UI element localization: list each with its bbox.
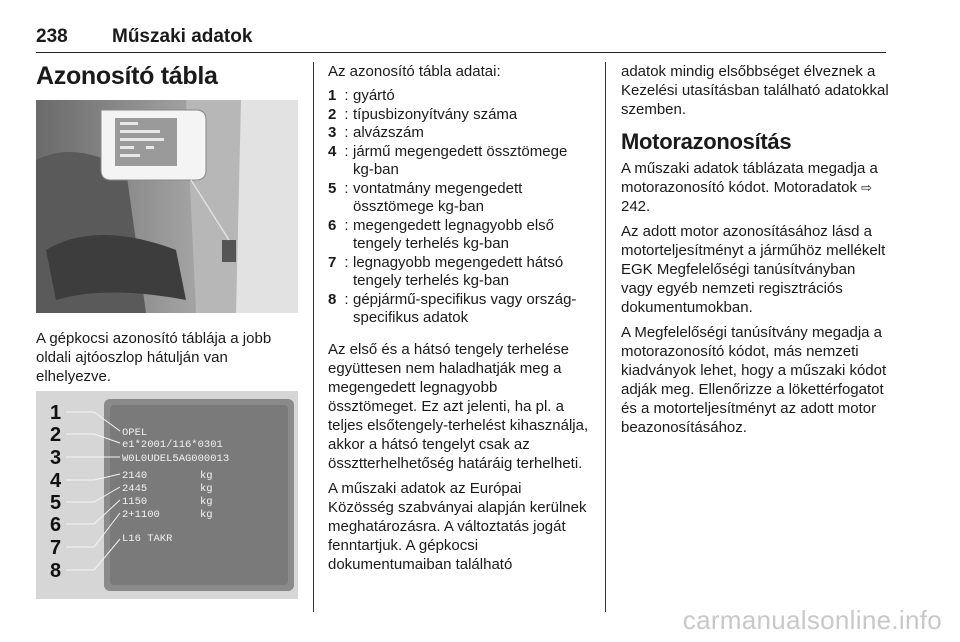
plate-data-item bbox=[328, 217, 590, 254]
callout-number: 7 bbox=[50, 537, 62, 559]
item-colon: : bbox=[344, 290, 349, 308]
callout-number: 5 bbox=[50, 492, 62, 514]
plate-line: W0L0UDEL5AG000013 bbox=[122, 453, 230, 465]
plate-data-item bbox=[328, 291, 590, 328]
callout-number: 4 bbox=[50, 470, 62, 492]
plate-data-item bbox=[328, 180, 590, 217]
item-text: vontatmány megengedett össztömege kg-ban bbox=[353, 179, 523, 215]
plate-data-item bbox=[328, 124, 590, 143]
item-colon: : bbox=[344, 216, 349, 234]
callout-number: 8 bbox=[50, 560, 62, 582]
door-pillar-photo bbox=[36, 100, 298, 313]
plate-data-intro: Az azonosító tábla adatai: bbox=[328, 63, 501, 80]
plate-data-item bbox=[328, 254, 590, 291]
item-number: 3 bbox=[328, 124, 337, 141]
item-number: 2 bbox=[328, 105, 337, 123]
plate-bottom-line: L16 TAKR bbox=[122, 533, 173, 545]
item-text: alvázszám bbox=[353, 124, 424, 141]
column-divider bbox=[605, 62, 606, 612]
engine-identification-paragraph: Az adott motor azonosításához lásd a motorteljesítményt a járműhöz mellékelt EGK Megfelelőségi tanúsítványban vagy egyéb nemzeti regisztrációs dokumentumokban. bbox=[621, 223, 886, 316]
item-text: jármű megengedett össztömege kg-ban bbox=[353, 142, 568, 178]
conformity-certificate-paragraph: A Megfelelőségi tanúsítvány megadja a motorazonosító kódot, más nemzeti kiadványok lehet, hogy a műszaki kódot adják meg. Ellenőrizze a lökettérfogatot és a motorteljesítményt az adott motor beazonosításához. bbox=[621, 324, 887, 436]
section-title-id-plate: Azonosító tábla bbox=[36, 62, 218, 90]
item-text: típusbizonyítvány száma bbox=[353, 105, 518, 123]
id-plate-diagram bbox=[36, 391, 298, 599]
standards-paragraph: A műszaki adatok az Európai Közösség szabványai alapján kerülnek meghatározásra. A változtatás jogát fenntartjuk. A gépkocsi dokumentumaiban található bbox=[328, 479, 587, 573]
item-text: gyártó bbox=[353, 87, 395, 104]
plate-unit: kg bbox=[200, 470, 213, 482]
callout-number: 3 bbox=[50, 447, 62, 469]
item-text: gépjármű-specifikus vagy ország-specifikus adatok bbox=[353, 290, 577, 326]
plate-unit: kg bbox=[200, 509, 213, 521]
column-1 bbox=[36, 62, 298, 91]
callout-number: 6 bbox=[50, 514, 62, 536]
plate-line: 2+1100 bbox=[122, 509, 160, 521]
plate-data-list bbox=[328, 87, 590, 328]
item-colon: : bbox=[344, 179, 349, 197]
plate-line: 2140 bbox=[122, 470, 148, 482]
engine-code-paragraph bbox=[621, 159, 889, 216]
section-title-engine-id: Motorazonosítás bbox=[621, 129, 792, 154]
column-3 bbox=[621, 62, 889, 443]
plate-line: 2445 bbox=[122, 483, 148, 495]
engine-code-text: A műszaki adatok táblázata megadja a motorazonosító kódot. Motoradatok bbox=[621, 160, 878, 196]
door-pillar-illustration bbox=[36, 100, 298, 313]
column-divider bbox=[313, 62, 314, 612]
item-text: megengedett legnagyobb első tengely terhelés kg-ban bbox=[353, 216, 554, 252]
axle-load-paragraph: Az első és a hátsó tengely terhelése együttesen nem haladhatják meg a megengedett legnagyobb össztömeget. Ez azt jelenti, ha pl. a teljes elsőtengely-terhelést kihasználja, akkor a hátsó tengelyt csak az össztterhelhetőség határáig terhelheti. bbox=[328, 340, 589, 472]
id-plate-location-text bbox=[36, 329, 298, 392]
item-number: 1 bbox=[328, 87, 337, 104]
page-reference-arrow-icon: ⇨ bbox=[861, 180, 873, 195]
item-colon: : bbox=[344, 124, 349, 141]
item-number: 7 bbox=[328, 253, 337, 271]
plate-line: OPEL bbox=[122, 427, 148, 439]
plate-data-item bbox=[328, 87, 590, 106]
item-number: 5 bbox=[328, 179, 337, 197]
item-colon: : bbox=[344, 142, 349, 160]
engine-data-page-link[interactable]: 242. bbox=[621, 198, 651, 215]
item-text: legnagyobb megengedett hátsó tengely terhelés kg-ban bbox=[353, 253, 564, 289]
plate-line: 1150 bbox=[122, 496, 148, 508]
page-header bbox=[36, 26, 886, 53]
item-number: 6 bbox=[328, 216, 337, 234]
page-number: 238 bbox=[36, 26, 68, 47]
item-colon: : bbox=[344, 105, 349, 123]
item-number: 8 bbox=[328, 290, 337, 308]
item-colon: : bbox=[344, 253, 349, 271]
plate-unit: kg bbox=[200, 483, 213, 495]
plate-data-item bbox=[328, 106, 590, 125]
item-colon: : bbox=[344, 87, 349, 104]
continuation-paragraph: adatok mindig elsőbbséget élveznek a Kezelési utasításban található adatokkal szemben. bbox=[621, 63, 889, 118]
id-plate-illustration bbox=[36, 391, 298, 599]
id-plate-caption: A gépkocsi azonosító táblája a jobb oldali ajtóoszlop hátulján van elhelyezve. bbox=[36, 330, 272, 385]
watermark: carmanualsonline.info bbox=[682, 605, 942, 635]
column-2 bbox=[328, 62, 590, 580]
plate-line: e1*2001/116*0301 bbox=[122, 439, 223, 451]
chapter-title: Műszaki adatok bbox=[112, 26, 253, 47]
item-number: 4 bbox=[328, 142, 337, 160]
callout-number: 2 bbox=[50, 424, 62, 446]
callout-number: 1 bbox=[50, 402, 62, 424]
plate-data-item bbox=[328, 143, 590, 180]
plate-unit: kg bbox=[200, 496, 213, 508]
